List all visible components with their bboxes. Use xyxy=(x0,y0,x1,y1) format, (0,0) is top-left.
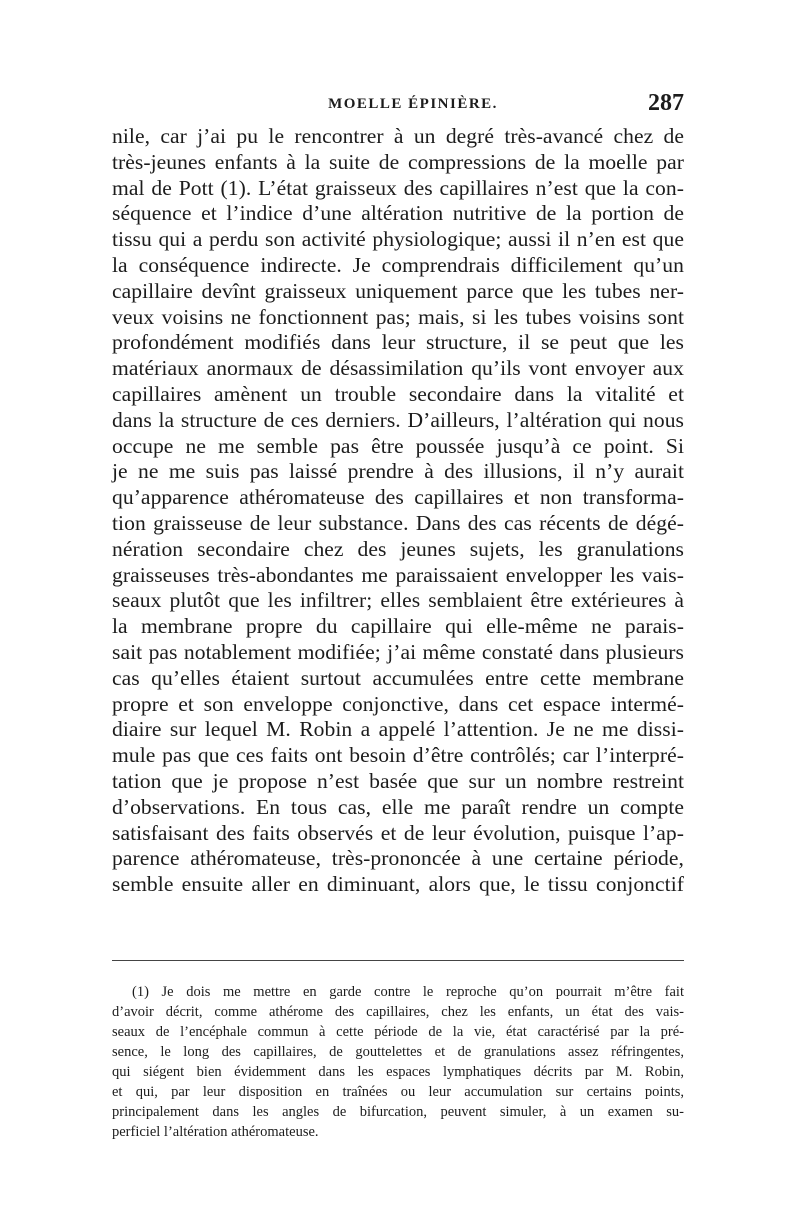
body-line: la conséquence indirecte. Je comprendrais difficilement qu’un xyxy=(112,252,684,277)
footnote xyxy=(112,982,684,1142)
body-line: matériaux anormaux de désassimilation qu’ils vont envoyer aux xyxy=(112,356,684,381)
body-line: séquence et l’indice d’une altération nutritive de la portion de xyxy=(112,201,684,226)
body-line: nération secondaire chez des jeunes sujets, les granulations xyxy=(112,536,684,561)
body-line: mal de Pott (1). L’état graisseux des capillaires n’est que la con- xyxy=(112,175,684,200)
running-title: MOELLE ÉPINIÈRE. xyxy=(328,96,498,112)
body-line: capillaire devînt graisseux uniquement parce que les tubes ner- xyxy=(112,278,684,303)
body-line: la membrane propre du capillaire qui elle-même ne parais- xyxy=(112,614,684,639)
body-line: tion graisseuse de leur substance. Dans des cas récents de dégé- xyxy=(112,510,684,535)
body-line: nile, car j’ai pu le rencontrer à un degré très-avancé chez de xyxy=(112,124,684,148)
body-line: dans la structure de ces derniers. D’ailleurs, l’altération qui nous xyxy=(112,407,684,432)
body-line: sait pas notablement modifiée; j’ai même constaté dans plusieurs xyxy=(112,639,684,664)
footnote-line: et qui, par leur disposition en traînées ou leur accumulation sur certains points, xyxy=(112,1084,684,1100)
footnote-line: sence, le long des capillaires, de gouttelettes et de granulations assez réfringentes, xyxy=(112,1044,684,1060)
body-line: cas qu’elles étaient surtout accumulées entre cette membrane xyxy=(112,665,684,690)
running-head xyxy=(112,90,684,122)
body-line: capillaires amènent un trouble secondaire dans la vitalité et xyxy=(112,381,684,406)
body-line: propre et son enveloppe conjonctive, dans cet espace intermé- xyxy=(112,691,684,716)
footnote-divider xyxy=(112,960,684,961)
footnote-line: d’avoir décrit, comme athérome des capillaires, chez les enfants, un état des vais- xyxy=(112,1004,684,1020)
body-line: d’observations. En tous cas, elle me paraît rendre un compte xyxy=(112,794,684,819)
footnote-line: principalement dans les angles de bifurcation, peuvent simuler, à un examen su- xyxy=(112,1104,684,1120)
footnote-line: perficiel l’altération athéromateuse. xyxy=(112,1124,319,1140)
body-line: je ne me suis pas laissé prendre à des illusions, il n’y aurait xyxy=(112,459,684,484)
body-line: satisfaisant des faits observés et de leur évolution, puisque l’ap- xyxy=(112,820,684,845)
body-line: qu’apparence athéromateuse des capillaires et non transforma- xyxy=(112,485,684,510)
body-line: veux voisins ne fonctionnent pas; mais, si les tubes voisins sont xyxy=(112,304,684,329)
footnote-line: (1) Je dois me mettre en garde contre le reproche qu’on pourrait m’être fait xyxy=(132,984,684,1000)
body-line: seaux plutôt que les infiltrer; elles semblaient être extérieures à xyxy=(112,588,684,613)
body-line: graisseuses très-abondantes me paraissaient envelopper les vais- xyxy=(112,562,684,587)
body-line: diaire sur lequel M. Robin a appelé l’attention. Je ne me dissi- xyxy=(112,717,684,742)
body-line: mule pas que ces faits ont besoin d’être contrôlés; car l’interpré- xyxy=(112,743,684,768)
body-line: très-jeunes enfants à la suite de compressions de la moelle par xyxy=(112,149,684,174)
body-line: tissu qui a perdu son activité physiologique; aussi il n’en est que xyxy=(112,227,684,252)
body-line: occupe ne me semble pas être poussée jusqu’à ce point. Si xyxy=(112,433,684,458)
body-line: parence athéromateuse, très-prononcée à une certaine période, xyxy=(112,846,684,871)
footnote-line: seaux de l’encéphale commun à cette période de la vie, état caractérisé par la pré- xyxy=(112,1024,684,1040)
footnote-line: qui siégent bien évidemment dans les espaces lymphatiques décrits par M. Robin, xyxy=(112,1064,684,1080)
body-line: semble ensuite aller en diminuant, alors que, le tissu conjonctif xyxy=(112,872,684,897)
body-line: profondément modifiés dans leur structure, il se peut que les xyxy=(112,330,684,355)
body-text xyxy=(112,124,684,898)
page-number: 287 xyxy=(648,90,684,116)
body-line: tation que je propose n’est basée que sur un nombre restreint xyxy=(112,768,684,793)
